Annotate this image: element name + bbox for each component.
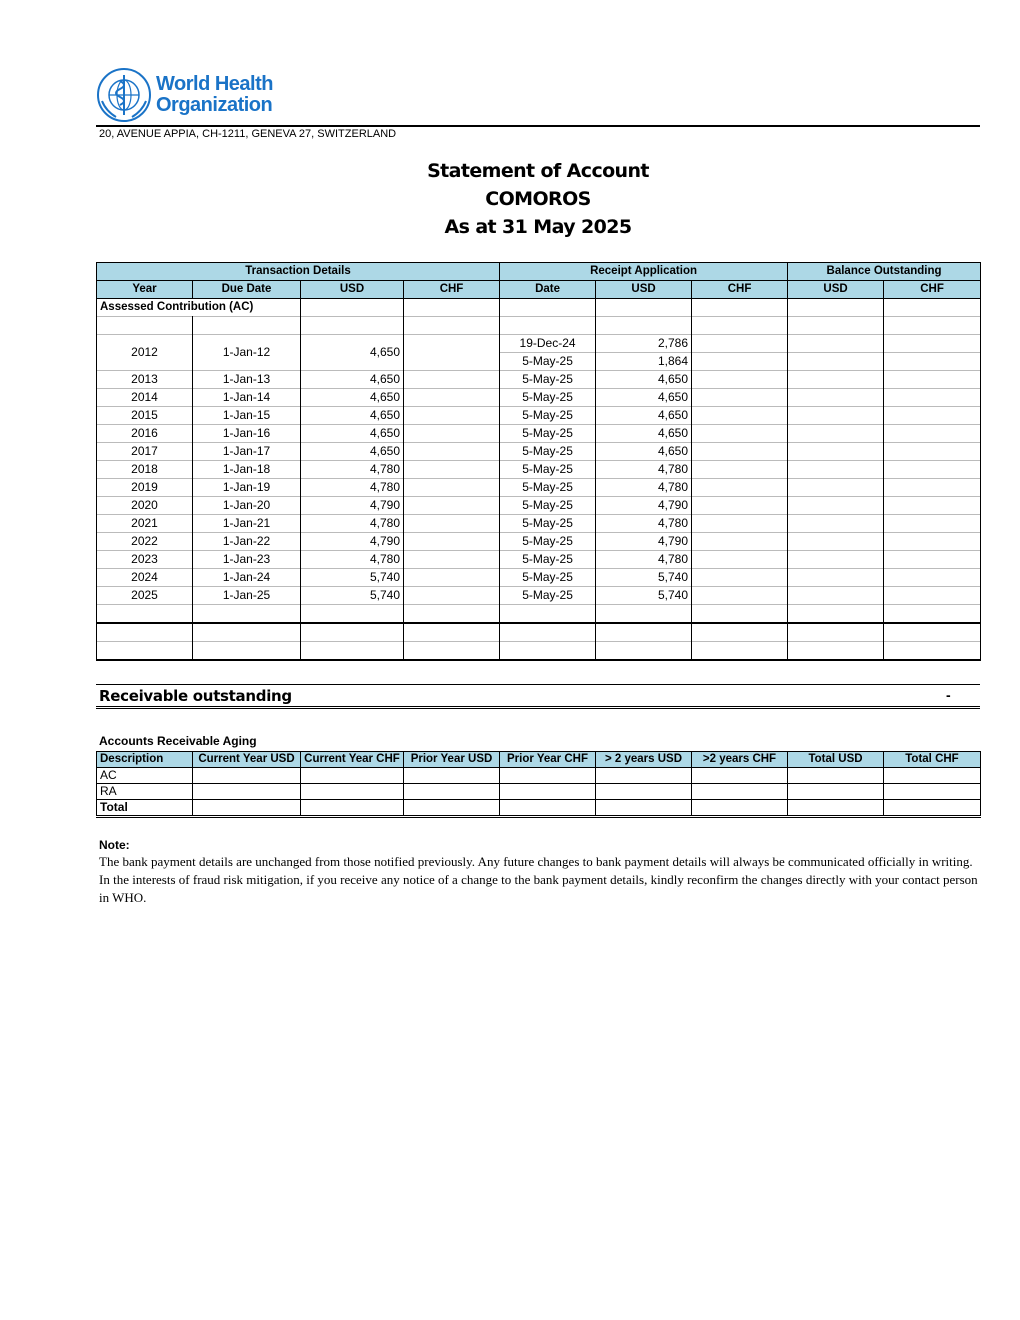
receipt-usd-cell: 4,780 bbox=[596, 479, 692, 497]
receipt-date-cell: 5-May-25 bbox=[500, 353, 596, 371]
table-row bbox=[97, 389, 981, 407]
spacer-row bbox=[97, 317, 981, 335]
year-cell: 2023 bbox=[97, 551, 193, 569]
due-date-cell: 1-Jan-16 bbox=[193, 425, 301, 443]
balance-chf-cell bbox=[884, 497, 981, 515]
receipt-usd-cell: 4,790 bbox=[596, 533, 692, 551]
chf-cell bbox=[404, 335, 500, 371]
col-balance-chf: CHF bbox=[884, 281, 981, 299]
chf-cell bbox=[404, 569, 500, 587]
aging-col-description: Description bbox=[97, 752, 193, 768]
receipt-usd-cell: 4,780 bbox=[596, 461, 692, 479]
chf-cell bbox=[404, 533, 500, 551]
aging-col-current-chf: Current Year CHF bbox=[301, 752, 404, 768]
table-row bbox=[97, 587, 981, 605]
usd-cell: 4,780 bbox=[301, 461, 404, 479]
year-cell: 2018 bbox=[97, 461, 193, 479]
balance-usd-cell bbox=[788, 389, 884, 407]
balance-usd-cell bbox=[788, 425, 884, 443]
receipt-chf-cell bbox=[692, 533, 788, 551]
balance-chf-cell bbox=[884, 569, 981, 587]
receipt-date-cell: 19-Dec-24 bbox=[500, 335, 596, 353]
balance-chf-cell bbox=[884, 479, 981, 497]
aging-header-row bbox=[97, 752, 981, 768]
group-receipt-application: Receipt Application bbox=[500, 263, 788, 281]
chf-cell bbox=[404, 587, 500, 605]
receipt-date-cell: 5-May-25 bbox=[500, 407, 596, 425]
receipt-chf-cell bbox=[692, 569, 788, 587]
table-row bbox=[97, 335, 981, 353]
empty-row bbox=[97, 642, 981, 661]
usd-cell: 4,650 bbox=[301, 335, 404, 371]
aging-table bbox=[96, 751, 981, 818]
chf-cell bbox=[404, 389, 500, 407]
balance-chf-cell bbox=[884, 389, 981, 407]
due-date-cell: 1-Jan-13 bbox=[193, 371, 301, 389]
section-label: Assessed Contribution (AC) bbox=[97, 299, 301, 317]
logo-text bbox=[156, 74, 273, 116]
col-date: Date bbox=[500, 281, 596, 299]
usd-cell: 4,650 bbox=[301, 425, 404, 443]
due-date-cell: 1-Jan-12 bbox=[193, 335, 301, 371]
aging-title: Accounts Receivable Aging bbox=[99, 734, 257, 748]
receipt-chf-cell bbox=[692, 497, 788, 515]
chf-cell bbox=[404, 443, 500, 461]
receipt-usd-cell: 4,650 bbox=[596, 407, 692, 425]
receipt-usd-cell: 4,650 bbox=[596, 371, 692, 389]
receipt-usd-cell: 5,740 bbox=[596, 569, 692, 587]
balance-chf-cell bbox=[884, 587, 981, 605]
aging-total-row bbox=[97, 800, 981, 817]
receipt-date-cell: 5-May-25 bbox=[500, 515, 596, 533]
receivable-value: - bbox=[946, 687, 951, 703]
receipt-usd-cell: 4,780 bbox=[596, 515, 692, 533]
who-logo bbox=[96, 66, 284, 124]
logo-line2: Organization bbox=[156, 94, 273, 116]
column-header-row bbox=[97, 281, 981, 299]
balance-chf-cell bbox=[884, 371, 981, 389]
usd-cell: 4,650 bbox=[301, 407, 404, 425]
chf-cell bbox=[404, 515, 500, 533]
year-cell: 2017 bbox=[97, 443, 193, 461]
col-year: Year bbox=[97, 281, 193, 299]
table-row bbox=[97, 443, 981, 461]
chf-cell bbox=[404, 407, 500, 425]
receipt-usd-cell: 5,740 bbox=[596, 587, 692, 605]
group-balance-outstanding: Balance Outstanding bbox=[788, 263, 981, 281]
usd-cell: 5,740 bbox=[301, 569, 404, 587]
balance-usd-cell bbox=[788, 515, 884, 533]
aging-col-total-chf: Total CHF bbox=[884, 752, 981, 768]
aging-col-total-usd: Total USD bbox=[788, 752, 884, 768]
usd-cell: 4,780 bbox=[301, 479, 404, 497]
balance-chf-cell bbox=[884, 443, 981, 461]
receipt-date-cell: 5-May-25 bbox=[500, 497, 596, 515]
due-date-cell: 1-Jan-23 bbox=[193, 551, 301, 569]
due-date-cell: 1-Jan-15 bbox=[193, 407, 301, 425]
col-receipt-usd: USD bbox=[596, 281, 692, 299]
aging-row bbox=[97, 784, 981, 800]
balance-usd-cell bbox=[788, 497, 884, 515]
note-title: Note: bbox=[99, 838, 130, 852]
group-header-row bbox=[97, 263, 981, 281]
receivable-label: Receivable outstanding bbox=[99, 687, 292, 705]
col-receipt-chf: CHF bbox=[692, 281, 788, 299]
aging-desc: AC bbox=[97, 768, 193, 784]
receipt-usd-cell: 4,650 bbox=[596, 389, 692, 407]
note-text: The bank payment details are unchanged from those notified previously. Any future changes to bank payment details will always be communicated officially in writing. In the interests of fraud risk mitigation, if you receive any notice of a change to the bank payment details, kindly reconfirm the changes directly with your contact person in WHO. bbox=[99, 854, 978, 905]
address: 20, AVENUE APPIA, CH-1211, GENEVA 27, SWITZERLAND bbox=[99, 128, 397, 140]
year-cell: 2015 bbox=[97, 407, 193, 425]
year-cell: 2013 bbox=[97, 371, 193, 389]
year-cell: 2021 bbox=[97, 515, 193, 533]
table-row bbox=[97, 407, 981, 425]
due-date-cell: 1-Jan-20 bbox=[193, 497, 301, 515]
usd-cell: 4,650 bbox=[301, 443, 404, 461]
receipt-date-cell: 5-May-25 bbox=[500, 443, 596, 461]
table-row bbox=[97, 497, 981, 515]
usd-cell: 4,650 bbox=[301, 371, 404, 389]
table-row bbox=[97, 533, 981, 551]
logo-line1: World Health bbox=[156, 73, 273, 95]
receipt-chf-cell bbox=[692, 425, 788, 443]
aging-col-prior-usd: Prior Year USD bbox=[404, 752, 500, 768]
usd-cell: 4,780 bbox=[301, 515, 404, 533]
receipt-usd-cell: 4,650 bbox=[596, 425, 692, 443]
balance-usd-cell bbox=[788, 371, 884, 389]
col-balance-usd: USD bbox=[788, 281, 884, 299]
balance-chf-cell bbox=[884, 551, 981, 569]
empty-row bbox=[97, 605, 981, 624]
col-chf: CHF bbox=[404, 281, 500, 299]
balance-chf-cell bbox=[884, 515, 981, 533]
receipt-chf-cell bbox=[692, 461, 788, 479]
aging-col-prior-chf: Prior Year CHF bbox=[500, 752, 596, 768]
balance-usd-cell bbox=[788, 479, 884, 497]
receipt-date-cell: 5-May-25 bbox=[500, 425, 596, 443]
due-date-cell: 1-Jan-18 bbox=[193, 461, 301, 479]
statement-table bbox=[96, 262, 981, 661]
receipt-chf-cell bbox=[692, 515, 788, 533]
receipt-date-cell: 5-May-25 bbox=[500, 371, 596, 389]
usd-cell: 4,780 bbox=[301, 551, 404, 569]
receipt-chf-cell bbox=[692, 407, 788, 425]
year-cell: 2012 bbox=[97, 335, 193, 371]
balance-chf-cell bbox=[884, 425, 981, 443]
year-cell: 2025 bbox=[97, 587, 193, 605]
aging-col-current-usd: Current Year USD bbox=[193, 752, 301, 768]
col-usd: USD bbox=[301, 281, 404, 299]
receipt-date-cell: 5-May-25 bbox=[500, 569, 596, 587]
year-cell: 2022 bbox=[97, 533, 193, 551]
balance-chf-cell bbox=[884, 533, 981, 551]
aging-col-2y-chf: >2 years CHF bbox=[692, 752, 788, 768]
country-title: COMOROS bbox=[485, 188, 591, 210]
balance-usd-cell bbox=[788, 461, 884, 479]
receipt-chf-cell bbox=[692, 389, 788, 407]
table-row bbox=[97, 515, 981, 533]
due-date-cell: 1-Jan-22 bbox=[193, 533, 301, 551]
aging-total-label: Total bbox=[97, 800, 193, 817]
balance-chf-cell bbox=[884, 461, 981, 479]
aging-col-2y-usd: > 2 years USD bbox=[596, 752, 692, 768]
receipt-chf-cell bbox=[692, 443, 788, 461]
table-row bbox=[97, 479, 981, 497]
receivable-outstanding bbox=[96, 684, 980, 709]
aging-desc: RA bbox=[97, 784, 193, 800]
receipt-usd-cell: 2,786 bbox=[596, 335, 692, 353]
chf-cell bbox=[404, 551, 500, 569]
year-cell: 2024 bbox=[97, 569, 193, 587]
receipt-chf-cell bbox=[692, 479, 788, 497]
col-due-date: Due Date bbox=[193, 281, 301, 299]
due-date-cell: 1-Jan-14 bbox=[193, 389, 301, 407]
balance-usd-cell bbox=[788, 569, 884, 587]
statement-title: Statement of Account bbox=[427, 160, 649, 182]
chf-cell bbox=[404, 461, 500, 479]
usd-cell: 5,740 bbox=[301, 587, 404, 605]
balance-usd-cell bbox=[788, 533, 884, 551]
receipt-usd-cell: 4,790 bbox=[596, 497, 692, 515]
receipt-chf-cell bbox=[692, 551, 788, 569]
receipt-chf-cell bbox=[692, 587, 788, 605]
receipt-date-cell: 5-May-25 bbox=[500, 551, 596, 569]
receipt-date-cell: 5-May-25 bbox=[500, 587, 596, 605]
balance-usd-cell bbox=[788, 551, 884, 569]
receipt-date-cell: 5-May-25 bbox=[500, 479, 596, 497]
balance-usd-cell bbox=[788, 407, 884, 425]
group-transaction-details: Transaction Details bbox=[97, 263, 500, 281]
due-date-cell: 1-Jan-17 bbox=[193, 443, 301, 461]
usd-cell: 4,650 bbox=[301, 389, 404, 407]
year-cell: 2016 bbox=[97, 425, 193, 443]
empty-row bbox=[97, 623, 981, 642]
balance-usd-cell bbox=[788, 587, 884, 605]
due-date-cell: 1-Jan-19 bbox=[193, 479, 301, 497]
table-row bbox=[97, 371, 981, 389]
receipt-usd-cell: 4,650 bbox=[596, 443, 692, 461]
table-row bbox=[97, 461, 981, 479]
table-row bbox=[97, 425, 981, 443]
due-date-cell: 1-Jan-24 bbox=[193, 569, 301, 587]
usd-cell: 4,790 bbox=[301, 533, 404, 551]
usd-cell: 4,790 bbox=[301, 497, 404, 515]
header-rule bbox=[96, 125, 980, 127]
due-date-cell: 1-Jan-25 bbox=[193, 587, 301, 605]
receipt-chf-cell bbox=[692, 371, 788, 389]
table-row bbox=[97, 551, 981, 569]
as-at-title: As at 31 May 2025 bbox=[444, 216, 632, 238]
who-emblem-icon bbox=[96, 67, 152, 123]
chf-cell bbox=[404, 371, 500, 389]
receipt-usd-cell: 1,864 bbox=[596, 353, 692, 371]
chf-cell bbox=[404, 479, 500, 497]
receipt-date-cell: 5-May-25 bbox=[500, 533, 596, 551]
receipt-date-cell: 5-May-25 bbox=[500, 389, 596, 407]
receipt-usd-cell: 4,780 bbox=[596, 551, 692, 569]
chf-cell bbox=[404, 425, 500, 443]
chf-cell bbox=[404, 497, 500, 515]
aging-row bbox=[97, 768, 981, 784]
balance-usd-cell bbox=[788, 443, 884, 461]
due-date-cell: 1-Jan-21 bbox=[193, 515, 301, 533]
year-cell: 2014 bbox=[97, 389, 193, 407]
section-row bbox=[97, 299, 981, 317]
receipt-date-cell: 5-May-25 bbox=[500, 461, 596, 479]
year-cell: 2019 bbox=[97, 479, 193, 497]
year-cell: 2020 bbox=[97, 497, 193, 515]
table-row bbox=[97, 569, 981, 587]
balance-chf-cell bbox=[884, 407, 981, 425]
